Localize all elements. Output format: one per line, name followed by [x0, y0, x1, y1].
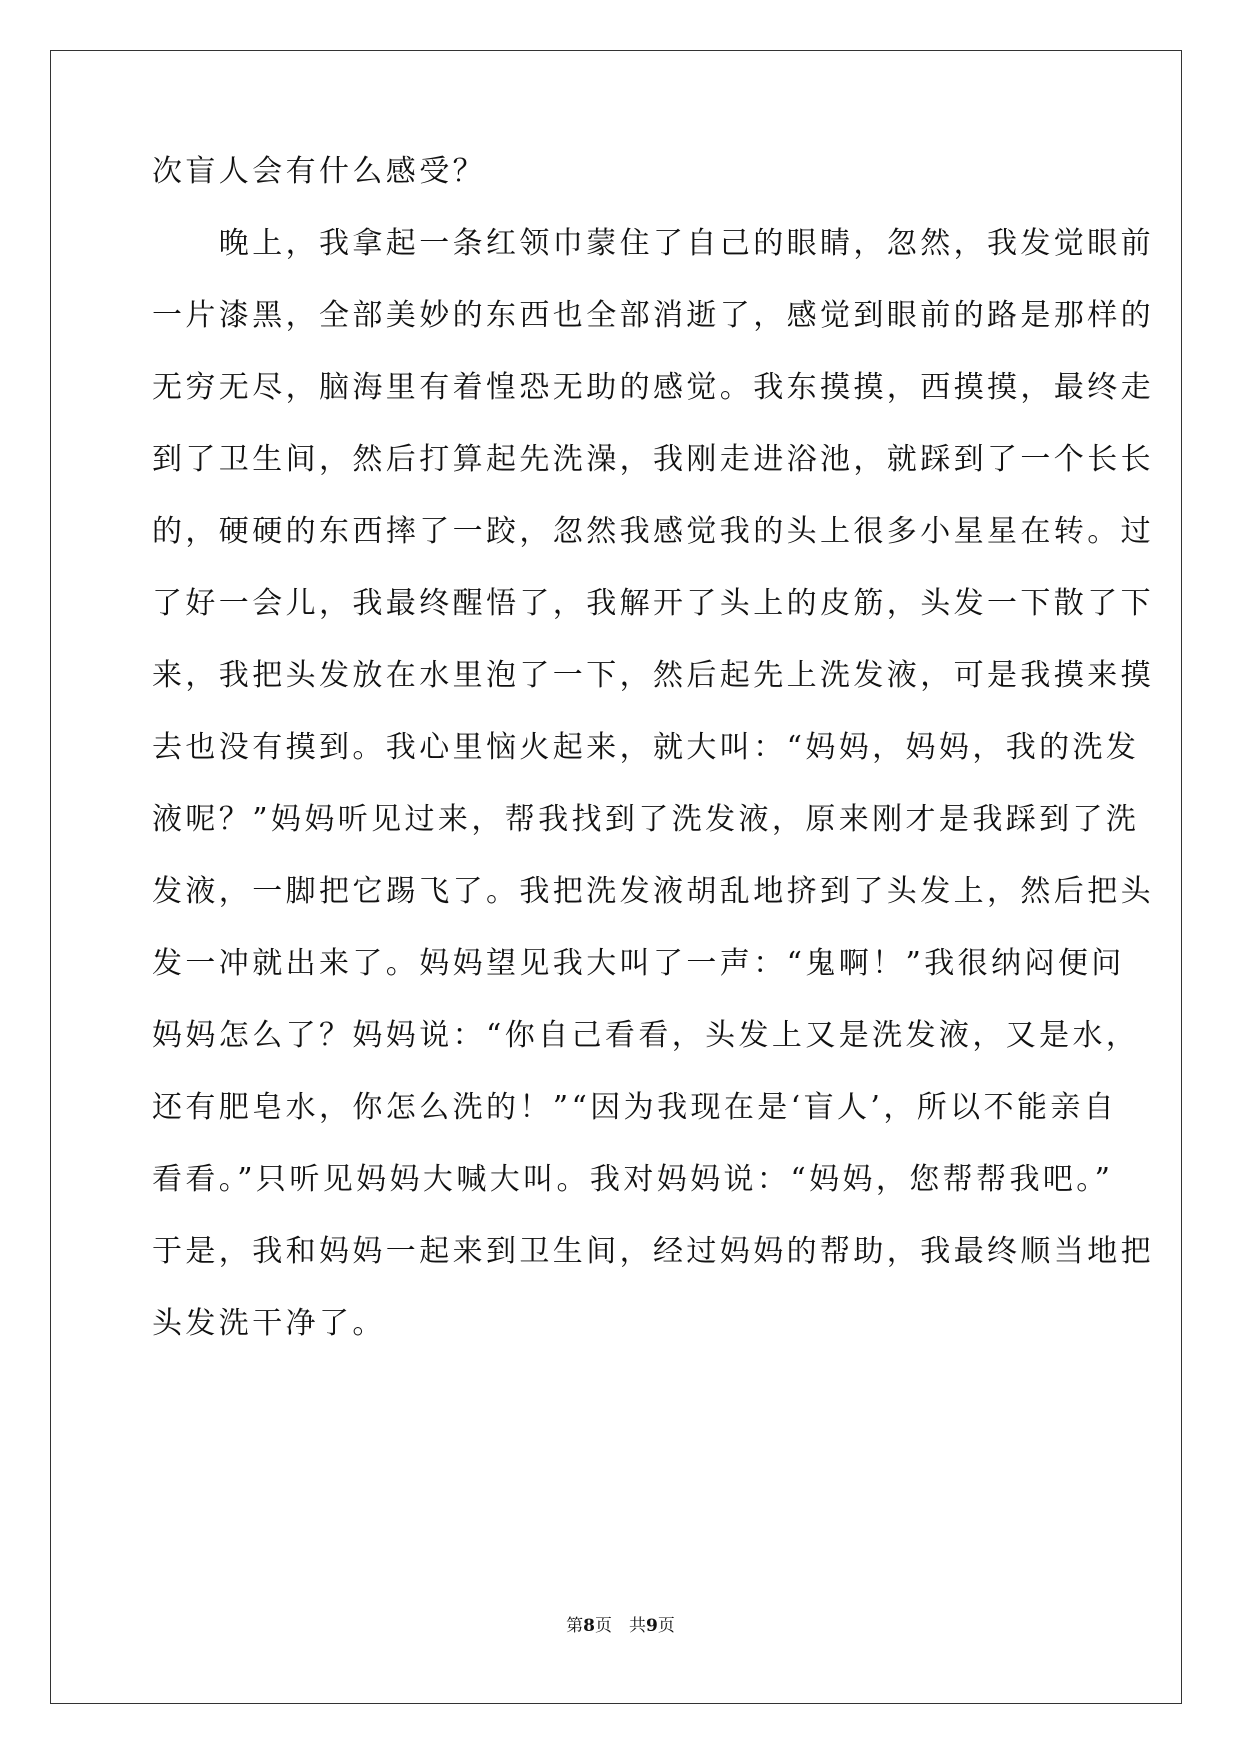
footer-total-pages: 9 [646, 1616, 658, 1636]
text-line: 头发洗干净了。 [152, 1306, 386, 1341]
text-line: 的，硬硬的东西摔了一跤，忽然我感觉我的头上很多小星星在转。过 [152, 514, 1154, 549]
text-line: 发一冲就出来了。妈妈望见我大叫了一声：“鬼啊！”我很纳闷便问 [152, 946, 1125, 981]
text-line: 来，我把头发放在水里泡了一下，然后起先上洗发液，可是我摸来摸 [152, 658, 1154, 693]
text-line: 发液，一脚把它踢飞了。我把洗发液胡乱地挤到了头发上，然后把头 [152, 874, 1154, 909]
text-line: 于是，我和妈妈一起来到卫生间，经过妈妈的帮助，我最终顺当地把 [152, 1234, 1154, 1269]
text-line: 次盲人会有什么感受？ [152, 154, 486, 189]
footer-middle: 页 共 [595, 1616, 646, 1636]
page-footer [0, 1614, 1241, 1638]
text-line: 无穷无尽，脑海里有着惶恐无助的感觉。我东摸摸，西摸摸，最终走 [152, 370, 1154, 405]
footer-page-number: 8 [583, 1616, 595, 1636]
text-line: 一片漆黑，全部美妙的东西也全部消逝了，感觉到眼前的路是那样的 [152, 298, 1154, 333]
text-line: 去也没有摸到。我心里恼火起来，就大叫：“妈妈，妈妈，我的洗发 [152, 730, 1140, 765]
text-line: 了好一会儿，我最终醒悟了，我解开了头上的皮筋，头发一下散了下 [152, 586, 1154, 621]
text-line: 看看。”只听见妈妈大喊大叫。我对妈妈说：“妈妈，您帮帮我吧。” [152, 1162, 1114, 1197]
text-line: 还有肥皂水，你怎么洗的！”“因为我现在是‘盲人’，所以不能亲自 [152, 1090, 1118, 1125]
footer-suffix: 页 [657, 1616, 675, 1636]
footer-prefix: 第 [566, 1616, 584, 1636]
text-line: 液呢？”妈妈听见过来，帮我找到了洗发液，原来刚才是我踩到了洗 [152, 802, 1140, 837]
text-line: 晚上，我拿起一条红领巾蒙住了自己的眼睛，忽然，我发觉眼前 [152, 226, 1154, 261]
text-line: 到了卫生间，然后打算起先洗澡，我刚走进浴池，就踩到了一个长长 [152, 442, 1154, 477]
text-line: 妈妈怎么了？妈妈说：“你自己看看，头发上又是洗发液，又是水， [152, 1018, 1140, 1053]
